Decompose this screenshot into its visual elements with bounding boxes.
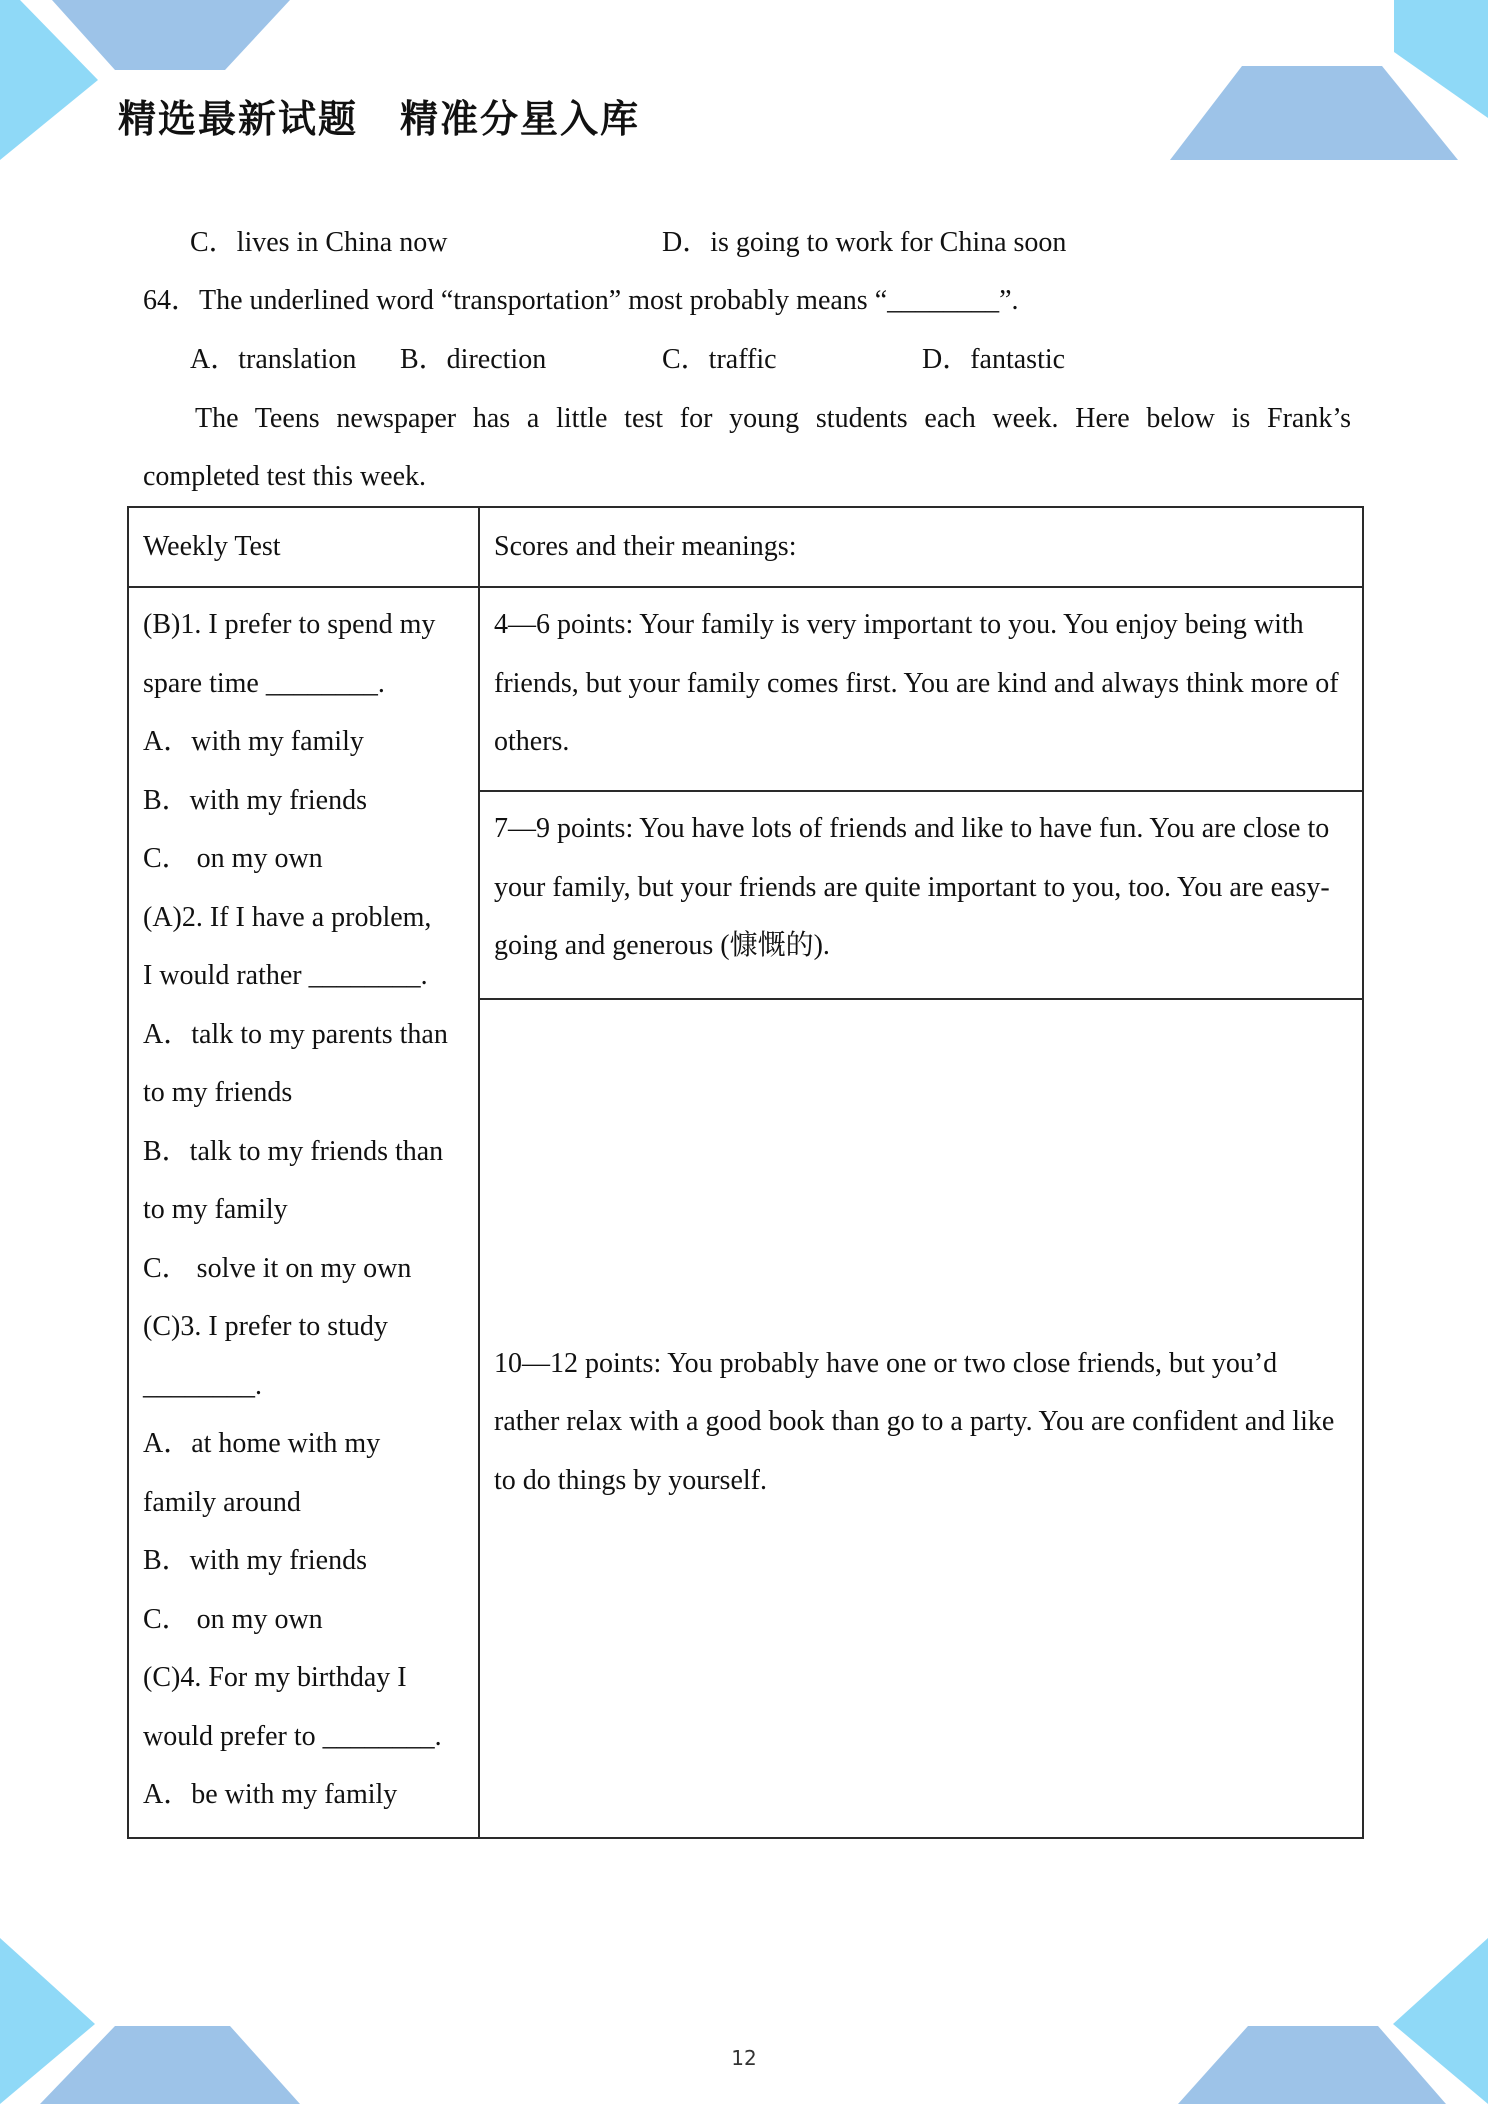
q64-option-b: B．direction (400, 344, 547, 375)
header-title-left: 精选最新试题 (118, 97, 359, 141)
intro-paragraph (143, 390, 1351, 506)
question-line: would prefer to ________. (143, 1720, 442, 1752)
question-line: A．with my family (143, 726, 364, 757)
questions-cell (128, 587, 479, 1838)
weekly-test-table (127, 506, 1364, 1839)
question-line: to my friends (143, 1077, 293, 1108)
score-range-7-9: 7—9 points: You have lots of friends and like to have fun. You are close to your family, but your friends are quite important to you, too. You are easy-going and generous (慷慨的). (479, 791, 1363, 999)
q63-option-c: C．lives in China now (190, 227, 448, 258)
question-line: B．with my friends (143, 784, 367, 816)
question-line: I would rather ________. (143, 960, 428, 991)
question-line: to my family (143, 1194, 288, 1225)
question-line: (C)4. For my birthday I (143, 1662, 407, 1693)
table-header-scores: Scores and their meanings: (479, 507, 1363, 587)
q64-option-c: C．traffic (662, 344, 777, 375)
q64-stem: 64．The underlined word “transportation” most probably means “________”. (143, 285, 1019, 316)
corner-decoration-bottom-right (1178, 1928, 1488, 2104)
intro-line-1: The Teens newspaper has a little test for young students each week. Here below is Frank’s (195, 403, 1351, 434)
header-title-right: 精准分星入库 (400, 97, 641, 141)
question-line: C． on my own (143, 843, 323, 874)
question-line: A．be with my family (143, 1779, 398, 1810)
question-line: (C)3. I prefer to study (143, 1311, 388, 1342)
question-line: C． solve it on my own (143, 1252, 412, 1284)
question-line: C． on my own (143, 1603, 323, 1635)
corner-decoration-top-right (1170, 0, 1488, 170)
q64-option-d: D．fantastic (922, 344, 1066, 375)
question-line: (A)2. If I have a problem, (143, 901, 432, 933)
q63-option-d: D．is going to work for China soon (662, 227, 1067, 258)
question-line: ________. (143, 1369, 262, 1401)
question-line: family around (143, 1486, 301, 1518)
question-line: B．with my friends (143, 1545, 367, 1576)
question-line: B．talk to my friends than (143, 1135, 444, 1167)
score-range-4-6: 4—6 points: Your family is very important to you. You enjoy being with friends, but your family comes first. You are kind and always think more of others. (479, 587, 1363, 791)
table-header-weekly-test: Weekly Test (128, 507, 479, 587)
q64-option-a: A．translation (190, 344, 357, 375)
question-line: (B)1. I prefer to spend my (143, 609, 436, 640)
page-number: 12 (731, 2046, 757, 2070)
corner-decoration-bottom-left (0, 1928, 310, 2104)
corner-decoration-top-left (0, 0, 300, 170)
question-line: A．at home with my (143, 1428, 381, 1459)
page-header-title (118, 88, 640, 143)
score-range-10-12: 10—12 points: You probably have one or two close friends, but you’d rather relax with a good book than go to a party. You are confident and like to do things by yourself. (479, 999, 1363, 1838)
question-line: spare time ________. (143, 667, 385, 699)
question-line: A．talk to my parents than (143, 1018, 448, 1050)
intro-line-2: completed test this week. (143, 461, 427, 492)
